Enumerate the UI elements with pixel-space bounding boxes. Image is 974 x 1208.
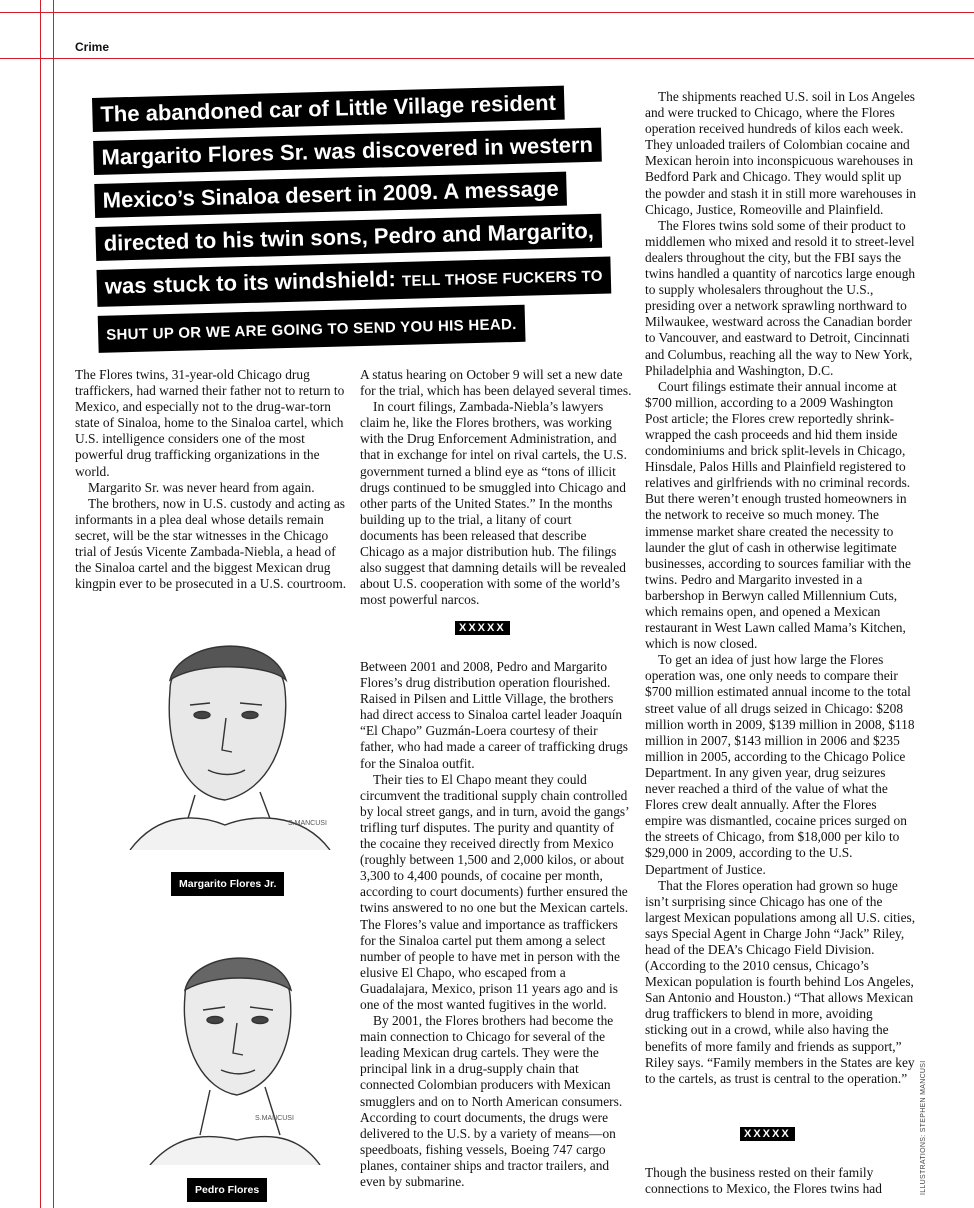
caption-father: Margarito Flores Jr. [171,872,284,896]
sketch-portrait-margarito [110,610,340,850]
paragraph: In court filings, Zambada-Niebla’s lawyers claim he, like the Flores brothers, was working with the Drug Enforcement Administration, and that in exchange for intel on rival cartels, the U.S. government turned a blind eye as “tons of illicit drugs continued to be smuggled into Chicago and other parts of the United States.” In the months building up to the trial, a litany of court documents has been released that describe Chicago as a major distribution hub. The filings also suggest that damning details will be revealed about U.S. cooperation with some of the world’s most powerful narcos. [360,399,627,608]
pull-quote-line: directed to his twin sons, Pedro and Margarito, [95,214,602,261]
paragraph: Their ties to El Chapo meant they could circumvent the traditional supply chain controlled by local street gangs, and in turn, avoid the gangs’ trifling turf disputes. The purity and quantity of the cocaine they received directly from Mexico (roughly between 1,500 and 2,000 kilos, or about 3,300 to 4,400 pounds, of cocaine per month, according to court documents) further ensured the twins answered to no one but the Mexican cartels. The Flores’s value and importance as traffickers for the Sinaloa cartel put them among a select number of people to have met in person with the elusive El Chapo, who escaped from a Guadalajara, Mexico, prison 11 years ago and is one of the most wanted fugitives in the world. [360,771,629,1012]
article-column-1 [75,367,347,592]
paragraph: To get an idea of just how large the Flores operation was, one only needs to compare their $700 million estimated annual income to the total street value of all drugs seized in Chicago: $208 million worth in 2009, $139 million in 2008, $118 million in 2007, $143 million in 2006 and $235 million in 2005, according to the Chicago Police Department. In any given year, drug seizures never reached a third of the value of what the Flores crew dealt annually. After the Flores empire was dismantled, cocaine prices surged on the streets of Chicago, from $18,000 per kilo to $29,000 in 2009, according to the U.S. Department of Justice. [645,652,915,877]
section-divider: XXXXX [455,621,510,635]
caption-son: Pedro Flores [187,1178,267,1202]
pull-quote-text: was stuck to its windshield: [104,266,397,299]
paragraph: Margarito Sr. was never heard from again. [88,479,315,495]
red-rule-vertical [40,0,41,1208]
paragraph: The Flores twins sold some of their product to middlemen who mixed and resold it to street-level dealers throughout the city, but the FBI says the twins handled a quantity of narcotics large enough to supply wholesalers throughout the U.S., presiding over a network sprawling northward to Milwaukee, westward across the Canadian border to Vancouver, and eastward to Detroit, Cincinnati and Columbus, reaching all the way to New York, Philadelphia and Washington, D.C. [645,217,916,378]
illustration-credit: ILLUSTRATIONS: STEPHEN MANCUSI [920,1060,927,1195]
paragraph: A status hearing on October 9 will set a new date for the trial, which has been delayed several times. [360,367,632,399]
section-label: Crime [75,40,110,54]
paragraph: By 2001, the Flores brothers had become the main connection to Chicago for several of the leading Mexican drug cartels. They were the principal link in a drug-supply chain that connected Colombian producers with Mexican smugglers and on to North American consumers. According to court documents, the drugs were delivered to the U.S. by a variety of means—on speedboats, fishing vessels, Boeing 747 cargo planes, container ships and tractor trailers, and even by submarine. [360,1013,623,1189]
article-column-2-top [360,367,632,608]
pull-quote-line: Margarito Flores Sr. was discovered in western [93,128,601,175]
paragraph: The shipments reached U.S. soil in Los Angeles and were trucked to Chicago, where the Flores operation received hundreds of kilos each week. They unloaded trailers of Colombian cocaine and Mexican heroin into inconspicuous warehouses in Bedford Park and Chicago. They would split up the powder and stash it in still more warehouses in Chicago, Justice, Romeoville and Plainfield. [645,89,917,217]
pull-quote [92,84,619,362]
svg-text:S.MANCUSI: S.MANCUSI [288,820,327,827]
article-column-2-bottom [360,659,632,1190]
paragraph: Though the business rested on their family connections to Mexico, the Flores twins had [645,1165,882,1197]
pull-quote-line: The abandoned car of Little Village resident [92,86,564,132]
sketch-portrait-pedro [145,935,325,1165]
paragraph: That the Flores operation had grown so huge isn’t surprising since Chicago has one of the largest Mexican populations among all U.S. cities, says Special Agent in Charge John “Jack” Riley, head of the DEA’s Chicago Field Division. (According to the 2010 census, Chicago’s Mexican population is fourth behind Los Angeles, San Antonio and Houston.) “That allows Mexican drug traffickers to blend in more, avoiding sticking out in a crowd, while also having the benefits of more family and friends as support,” Riley says. “Family members in the States are key to the cartels, as trust is central to the operation.” [645,877,916,1086]
pull-quote-caps: TELL THOSE FUCKERS TO [401,267,603,290]
red-rule-vertical [53,0,54,1208]
article-column-3-bottom [645,1165,917,1197]
paragraph: The Flores twins, 31-year-old Chicago drug traffickers, had warned their father not to return to Mexico, and especially not to the drug-war-torn state of Sinaloa, home to the Sinaloa cartel, which U.S. intelligence considers one of the most powerful drug trafficking organizations in the world. [75,367,345,479]
pull-quote-line: Mexico’s Sinaloa desert in 2009. A message [94,172,567,218]
paragraph: Between 2001 and 2008, Pedro and Margarito Flores’s drug distribution operation flourished. Raised in Pilsen and Little Village, the brothers had direct access to Sinaloa cartel leader Joaquín “El Chapo” Guzmán-Loera courtesy of their father, who had made a career of trafficking drugs for the Sinaloa outfit. [360,659,629,771]
red-rule-horizontal [0,12,974,13]
paragraph: The brothers, now in U.S. custody and acting as informants in a plea deal whose details remain secret, will be the star witnesses in the Chicago trial of Jesús Vicente Zambada-Niebla, a head of the Sinaloa cartel and the biggest Mexican drug kingpin ever to be prosecuted in a U.S. courtroom. [75,495,347,592]
pull-quote-caps: SHUT UP OR WE ARE GOING TO SEND YOU HIS HEAD. [105,315,517,344]
article-column-3-top [645,89,917,1087]
red-rule-horizontal [0,58,974,59]
section-divider: XXXXX [740,1127,795,1141]
svg-text:S.MANCUSI: S.MANCUSI [255,1115,294,1122]
paragraph: Court filings estimate their annual income at $700 million, according to a 2009 Washington Post article; the Flores crew reportedly shrink-wrapped the cash proceeds and hid them inside condominiums and brick split-levels in Chicago, Hinsdale, Palos Hills and Plainfield registered to relatives and girlfriends with no criminal records. But there weren’t enough trusted homeowners in the network to receive so much money. The immense market share created the necessity to launder the glut of cash in otherwise legitimate businesses, according to sources familiar with the twins. Pedro and Margarito invested in a barbershop in Berwyn called Millennium Cuts, which remains open, and opened a Mexican restaurant in West Lawn called Mama’s Kitchen, which is now closed. [645,378,911,652]
